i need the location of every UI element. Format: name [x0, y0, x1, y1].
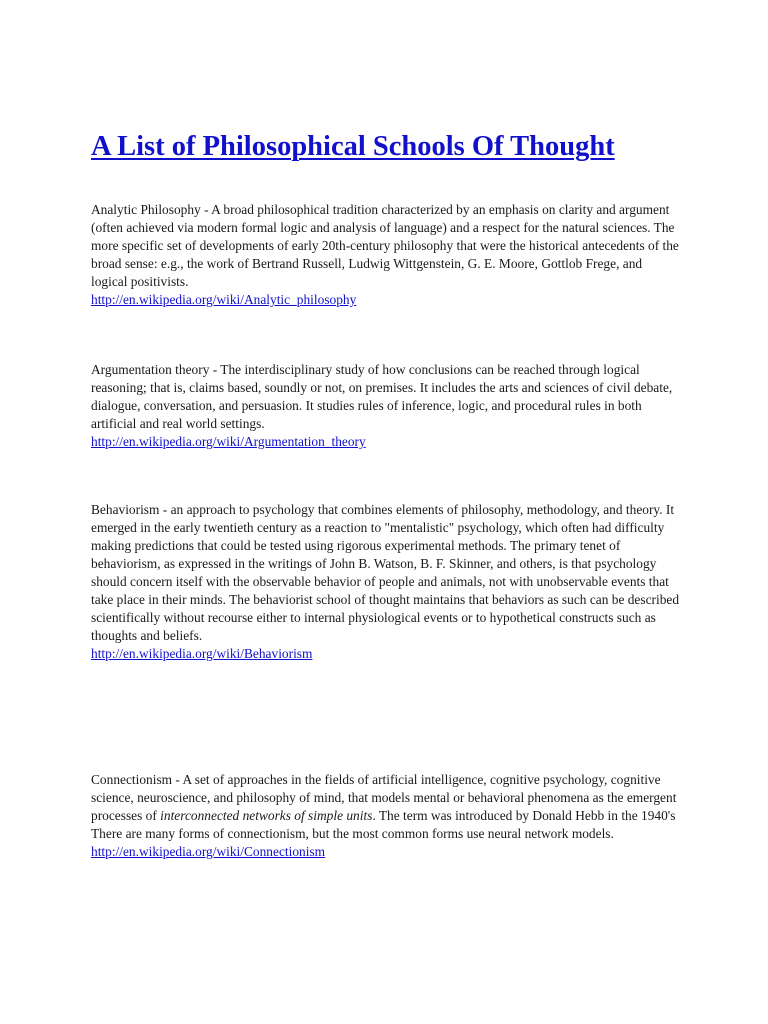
- entry-text-italic: interconnected networks of simple units: [160, 808, 373, 823]
- entry-argumentation-theory: [91, 361, 681, 451]
- entry-text-after: . The term was introduced by Donald Hebb in the 1940's There are many forms of connectionism, but the most common forms use neural network models.: [91, 808, 676, 841]
- entry-link[interactable]: http://en.wikipedia.org/wiki/Connectionism: [91, 844, 326, 859]
- entry-text-before: Connectionism - A set of approaches in the fields of artificial intelligence, cognitive psychology, cognitive science, neuroscience, and philosophy of mind, that models mental or behavioral phenomena as the emergent processes of: [91, 772, 677, 823]
- entry-connectionism: [91, 771, 681, 861]
- entry-description: Behaviorism - an approach to psychology that combines elements of philosophy, methodology, and theory. It emerged in the early twentieth century as a reaction to "mentalistic" psychology, which often had difficulty making predictions that could be tested using rigorous experimental methods. The primary tenet of behaviorism, as expressed in the writings of John B. Watson, B. F. Skinner, and others, is that psychology should concern itself with the observable behavior of people and animals, not with unobservable events that take place in their minds. The behaviorist school of thought maintains that behaviors as such can be described scientifically without recourse either to internal physiological events or to hypothetical constructs such as thoughts and beliefs.: [91, 502, 680, 643]
- entry-description: Argumentation theory - The interdisciplinary study of how conclusions can be reached through logical reasoning; that is, claims based, soundly or not, on premises. It includes the arts and sciences of civil debate, dialogue, conversation, and persuasion. It studies rules of inference, logic, and procedural rules in both artificial and real world settings.: [91, 362, 673, 431]
- entry-behaviorism: [91, 501, 681, 663]
- document-title: A List of Philosophical Schools Of Thought: [91, 131, 615, 162]
- entry-analytic-philosophy: [91, 201, 681, 309]
- entry-link[interactable]: http://en.wikipedia.org/wiki/Behaviorism: [91, 646, 313, 661]
- entry-description: Analytic Philosophy - A broad philosophical tradition characterized by an emphasis on clarity and argument (often achieved via modern formal logic and analysis of language) and a respect for the natural sciences. The more specific set of developments of early 20th-century philosophy that were the historical antecedents of the broad sense: e.g., the work of Bertrand Russell, Ludwig Wittgenstein, G. E. Moore, Gottlob Frege, and logical positivists.: [91, 202, 679, 289]
- entry-link[interactable]: http://en.wikipedia.org/wiki/Argumentation_theory: [91, 434, 366, 449]
- entry-link[interactable]: http://en.wikipedia.org/wiki/Analytic_philosophy: [91, 292, 357, 307]
- entry-description: [91, 771, 681, 843]
